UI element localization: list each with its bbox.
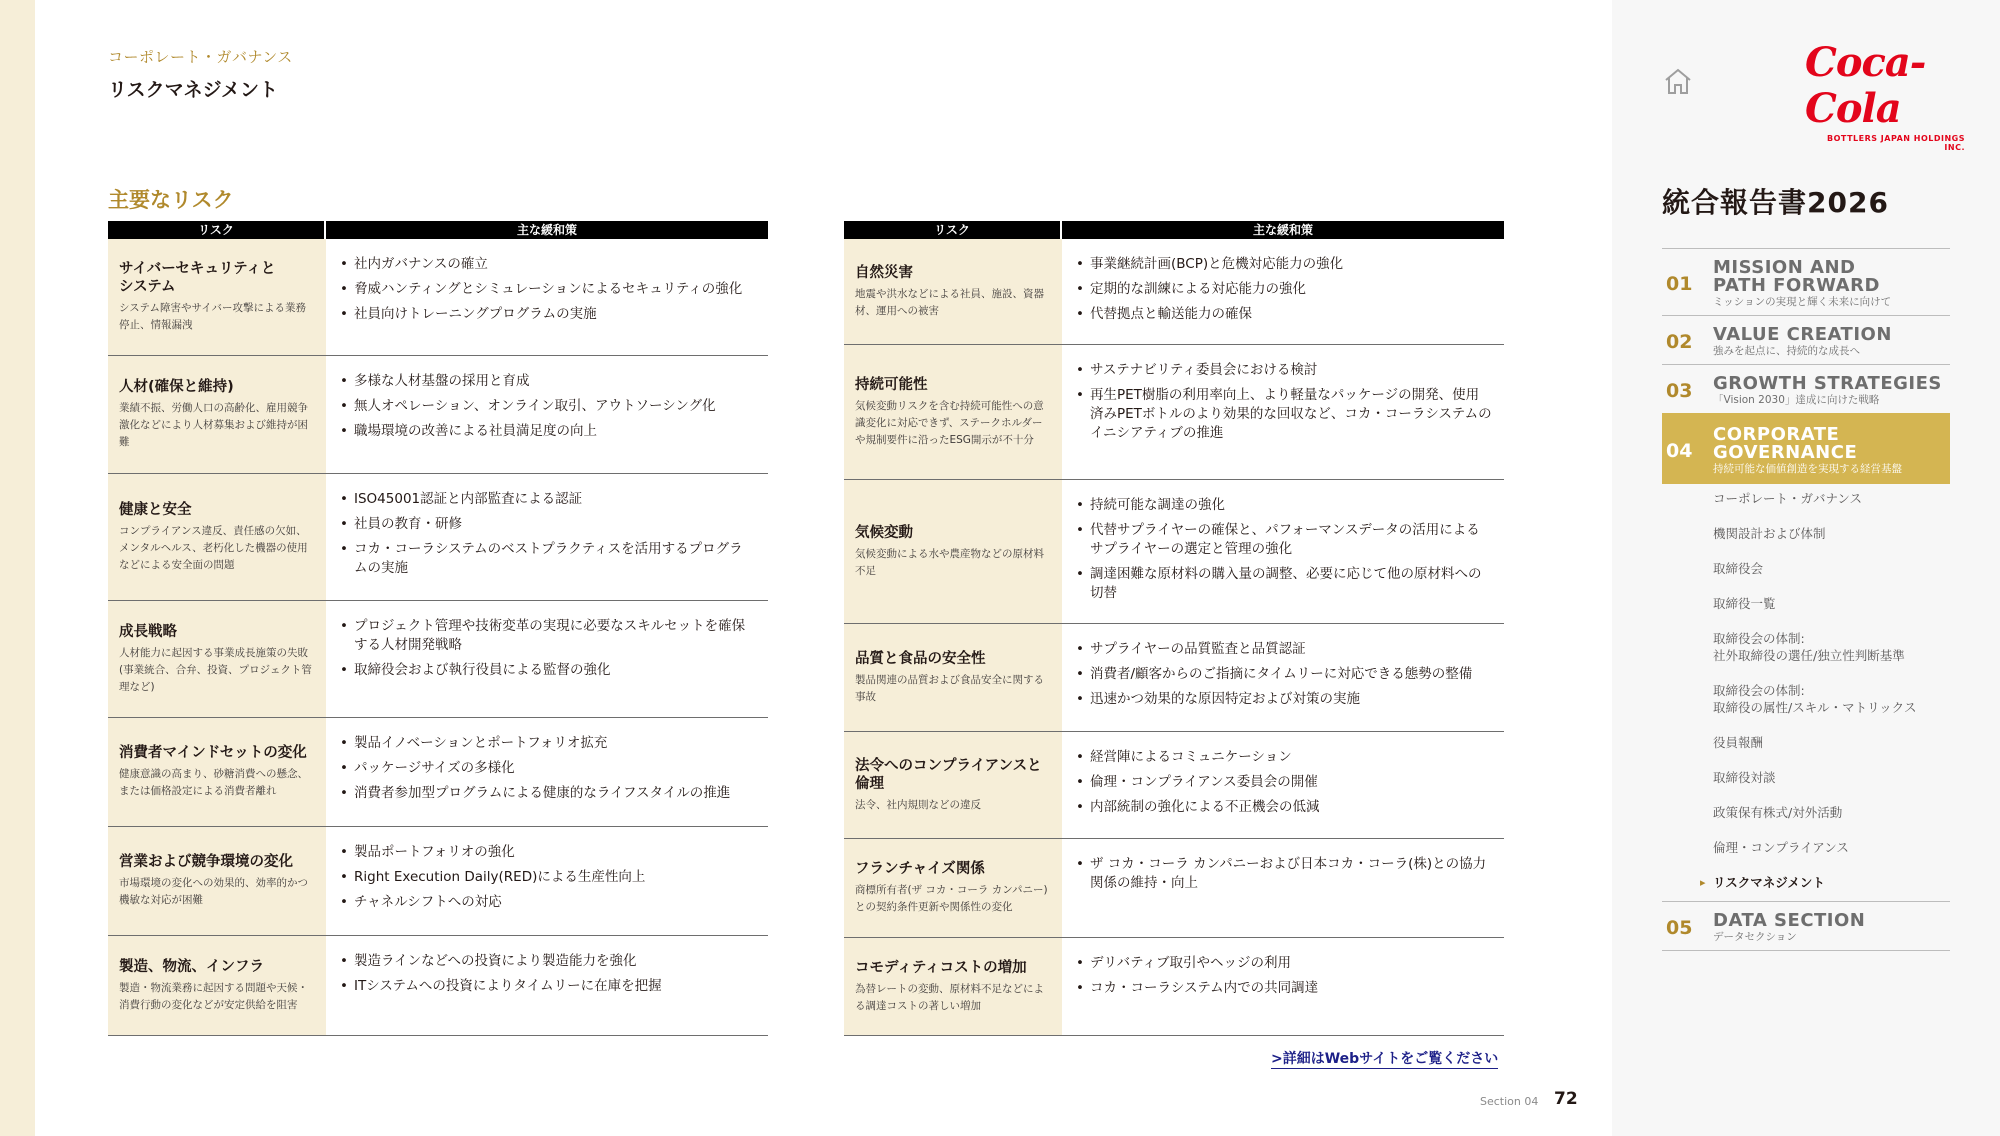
nav-title: GROWTH STRATEGIES xyxy=(1713,373,1942,394)
measure-list xyxy=(340,372,756,441)
nav-title: MISSION AND PATH FORWARD xyxy=(1713,257,1880,296)
table-header xyxy=(108,221,768,239)
measure-item: • コカ・コーラシステムのベストプラクティスを活用するプログラムの実施 xyxy=(340,540,756,578)
risk-name: サイバーセキュリティと システム xyxy=(119,261,276,295)
risk-table-left xyxy=(108,221,768,1036)
table-row xyxy=(108,474,768,601)
measure-item: • 再生PET樹脂の利用率向上、より軽量なパッケージの開発、使用済みPETボトルのより効果的な回収など、コカ・コーラシステムのイニシアティブの推進 xyxy=(1076,386,1492,443)
nav-number: 02 xyxy=(1666,331,1693,353)
measure-list xyxy=(340,843,756,912)
measure-item: • パッケージサイズの多様化 xyxy=(340,759,756,778)
nav-subtitle: 「Vision 2030」達成に向けた戦略 xyxy=(1713,394,1880,406)
nav-subtitle: ミッションの実現と輝く未来に向けて xyxy=(1713,296,1892,308)
report-title: 統合報告書2026 xyxy=(1662,186,1889,219)
table-row xyxy=(844,938,1504,1036)
measure-item: • チャネルシフトへの対応 xyxy=(340,893,756,912)
subnav xyxy=(1662,484,1950,901)
website-link[interactable]: >詳細はWebサイトをご覧ください xyxy=(1271,1051,1499,1067)
risk-desc: 気候変動リスクを含む持続可能性への意識変化に対応できず、ステークホルダーや規制要件に沿ったESG開示が不十分 xyxy=(855,399,1044,446)
table-row xyxy=(844,624,1504,732)
section-label: コーポレート・ガバナンス xyxy=(108,48,293,66)
table-row xyxy=(844,345,1504,480)
risk-name: 営業および競争環境の変化 xyxy=(119,854,293,870)
measure-item: • 代替サプライヤーの確保と、パフォーマンスデータの活用によるサプライヤーの選定と管理の強化 xyxy=(1076,521,1492,559)
risk-name: 成長戦略 xyxy=(119,623,177,640)
risk-desc: 人材能力に起因する事業成長施策の失敗(事業統合、合弁、投資、プロジェクト管理など) xyxy=(119,646,312,693)
measure-list xyxy=(1076,855,1492,893)
section-nav xyxy=(1662,248,1950,951)
table-row xyxy=(844,480,1504,624)
measure-item: • 事業継続計画(BCP)と危機対応能力の強化 xyxy=(1076,255,1492,274)
measure-item: • 多様な人材基盤の採用と育成 xyxy=(340,372,756,391)
measure-item: • 消費者参加型プログラムによる健康的なライフスタイルの推進 xyxy=(340,784,756,803)
risk-desc: 地震や洪水などによる社員、施設、資器材、運用への被害 xyxy=(855,287,1044,317)
measure-list xyxy=(1076,255,1492,324)
risk-table-right xyxy=(844,221,1504,1036)
table-row xyxy=(108,718,768,827)
measure-item: • ザ コカ・コーラ カンパニーおよび日本コカ・コーラ(株)との協力関係の維持・向上 xyxy=(1076,855,1492,893)
nav-subtitle: 持続可能な価値創造を実現する経営基盤 xyxy=(1713,463,1902,475)
nav-subtitle: 強みを起点に、持続的な成長へ xyxy=(1713,345,1860,357)
nav-section-04[interactable] xyxy=(1662,413,1950,484)
measure-list xyxy=(340,734,756,803)
nav-number: 05 xyxy=(1666,917,1693,939)
nav-subtitle: データセクション xyxy=(1713,931,1797,943)
nav-title: CORPORATE GOVERNANCE xyxy=(1713,424,1858,463)
home-icon[interactable] xyxy=(1663,67,1693,95)
measure-item: • コカ・コーラシステム内での共同調達 xyxy=(1076,979,1492,998)
measure-item: • 無人オペレーション、オンライン取引、アウトソーシング化 xyxy=(340,397,756,416)
risk-name: 自然災害 xyxy=(855,264,913,281)
measure-item: • 代替拠点と輸送能力の確保 xyxy=(1076,305,1492,324)
measure-item: • 倫理・コンプライアンス委員会の開催 xyxy=(1076,773,1492,792)
measure-item: • 消費者/顧客からのご指摘にタイムリーに対応できる態勢の整備 xyxy=(1076,665,1492,684)
measure-list xyxy=(340,952,756,996)
measure-item: • Right Execution Daily(RED)による生産性向上 xyxy=(340,868,756,887)
risk-name: 消費者マインドセットの変化 xyxy=(119,745,307,761)
page-title: リスクマネジメント xyxy=(108,79,279,101)
nav-section-02[interactable] xyxy=(1662,315,1950,364)
measure-item: • 製品ポートフォリオの強化 xyxy=(340,843,756,862)
measure-item: • 迅速かつ効果的な原因特定および対策の実施 xyxy=(1076,690,1492,709)
measure-item: • 脅威ハンティングとシミュレーションによるセキュリティの強化 xyxy=(340,280,756,299)
subnav-item[interactable]: 機関設計および体制 xyxy=(1713,526,1826,541)
risk-name: 品質と食品の安全性 xyxy=(855,650,986,667)
measure-list xyxy=(340,255,756,324)
nav-title: VALUE CREATION xyxy=(1713,324,1892,345)
measure-list xyxy=(340,617,756,680)
risk-name: 気候変動 xyxy=(855,524,913,541)
risk-desc: 法令、社内規則などの違反 xyxy=(855,798,981,811)
subnav-item[interactable]: 役員報酬 xyxy=(1713,735,1764,750)
subnav-item[interactable]: 取締役対談 xyxy=(1713,770,1776,785)
risk-desc: 気候変動による水や農産物などの原材料不足 xyxy=(855,547,1044,577)
measure-item: • ISO45001認証と内部監査による認証 xyxy=(340,490,756,509)
measure-item: • サステナビリティ委員会における検討 xyxy=(1076,361,1492,380)
page-number: 72 xyxy=(1554,1089,1578,1109)
measure-item: • 持続可能な調達の強化 xyxy=(1076,496,1492,515)
subnav-item[interactable]: 取締役一覧 xyxy=(1713,596,1776,611)
measure-list xyxy=(1076,954,1492,998)
risk-name: 法令へのコンプライアンスと 倫理 xyxy=(855,757,1042,792)
table-row xyxy=(844,839,1504,938)
table-row xyxy=(108,356,768,474)
risk-name: 製造、物流、インフラ xyxy=(119,958,264,975)
nav-number: 04 xyxy=(1666,440,1693,462)
measure-item: • 内部統制の強化による不正機会の低減 xyxy=(1076,798,1492,817)
risk-name: フランチャイズ関係 xyxy=(855,861,985,877)
column-header-risk: リスク xyxy=(844,221,1062,239)
risk-name: 人材(確保と維持) xyxy=(119,379,234,395)
risk-desc: 製造・物流業務に起因する問題や天候・消費行動の変化などが安定供給を阻害 xyxy=(119,981,308,1011)
measure-item: • デリバティブ取引やヘッジの利用 xyxy=(1076,954,1492,973)
table-row xyxy=(108,601,768,718)
measure-list xyxy=(1076,361,1492,443)
column-header-measures: 主な緩和策 xyxy=(1252,223,1313,237)
subnav-item[interactable]: コーポレート・ガバナンス xyxy=(1713,491,1863,506)
subnav-item[interactable]: 取締役会 xyxy=(1713,561,1764,576)
column-header-measures: 主な緩和策 xyxy=(516,223,577,237)
risk-desc: 商標所有者(ザ コカ・コーラ カンパニー)との契約条件更新や関係性の変化 xyxy=(855,884,1048,913)
measure-item: • 社員向けトレーニングプログラムの実施 xyxy=(340,305,756,324)
measure-list xyxy=(1076,640,1492,709)
risk-desc: 為替レートの変動、原材料不足などによる調達コストの著しい増加 xyxy=(855,982,1044,1012)
measure-item: • 製造ラインなどへの投資により製造能力を強化 xyxy=(340,952,756,971)
table-row xyxy=(108,827,768,936)
table-row xyxy=(108,239,768,356)
risk-name: 持続可能性 xyxy=(855,376,928,393)
risk-name: 健康と安全 xyxy=(119,501,192,518)
risk-heading: 主要なリスク xyxy=(108,188,234,212)
measure-item: • ITシステムへの投資によりタイムリーに在庫を把握 xyxy=(340,977,756,996)
measure-item: • 調達困難な原材料の購入量の調整、必要に応じて他の原材料への切替 xyxy=(1076,565,1492,603)
table-header xyxy=(844,221,1504,239)
subnav-item-current[interactable]: ▸ リスクマネジメント xyxy=(1713,874,1950,891)
nav-section-05[interactable] xyxy=(1662,901,1950,951)
nav-number: 03 xyxy=(1666,380,1693,402)
subnav-item[interactable]: 取締役会の体制: 社外取締役の選任/独立性判断基準 xyxy=(1713,631,1905,663)
risk-desc: 業績不振、労働人口の高齢化、雇用競争激化などにより人材募集および維持が困難 xyxy=(119,402,308,448)
risk-name: コモディティコストの増加 xyxy=(855,959,1027,976)
measure-list xyxy=(340,490,756,578)
table-row xyxy=(844,732,1504,839)
measure-item: • 職場環境の改善による社員満足度の向上 xyxy=(340,422,756,441)
measure-item: • 定期的な訓練による対応能力の強化 xyxy=(1076,280,1492,299)
risk-desc: 市場環境の変化への効果的、効率的かつ機敏な対応が困難 xyxy=(119,877,308,906)
measure-item: • 製品イノベーションとポートフォリオ拡充 xyxy=(340,734,756,753)
left-decor-strip xyxy=(0,0,35,1136)
nav-section-03[interactable] xyxy=(1662,364,1950,413)
subnav-item[interactable]: 取締役会の体制: 取締役の属性/スキル・マトリックス xyxy=(1713,683,1917,715)
logo-subtitle: BOTTLERS JAPAN HOLDINGS INC. xyxy=(1827,134,1965,152)
measure-item: • プロジェクト管理や技術変革の実現に必要なスキルセットを確保する人材開発戦略 xyxy=(340,617,756,655)
measure-item: • 経営陣によるコミュニケーション xyxy=(1076,748,1492,767)
measure-item: • 社内ガバナンスの確立 xyxy=(340,255,756,274)
nav-title: DATA SECTION xyxy=(1713,910,1866,931)
logo-wordmark: Coca-Cola xyxy=(1805,39,1926,132)
table-row xyxy=(844,239,1504,345)
risk-desc: 製品関連の品質および食品安全に関する事故 xyxy=(855,673,1044,703)
nav-number: 01 xyxy=(1666,273,1693,295)
measure-item: • 社員の教育・研修 xyxy=(340,515,756,534)
company-logo[interactable] xyxy=(1805,39,1965,152)
risk-desc: 健康意識の高まり、砂糖消費への懸念、または価格設定による消費者離れ xyxy=(119,768,308,797)
measure-list xyxy=(1076,748,1492,817)
measure-list xyxy=(1076,496,1492,603)
risk-desc: システム障害やサイバー攻撃による業務停止、情報漏洩 xyxy=(119,302,307,331)
measure-item: • サプライヤーの品質監査と品質認証 xyxy=(1076,640,1492,659)
footer-section-label: Section 04 xyxy=(1480,1095,1539,1108)
nav-section-01[interactable] xyxy=(1662,248,1950,315)
column-header-risk: リスク xyxy=(108,221,326,239)
subnav-item[interactable]: 倫理・コンプライアンス xyxy=(1713,840,1849,855)
subnav-item[interactable]: 政策保有株式/対外活動 xyxy=(1713,805,1843,820)
risk-desc: コンプライアンス違反、責任感の欠如、メンタルヘルス、老朽化した機器の使用などによる安全面の問題 xyxy=(119,524,308,571)
measure-item: • 取締役会および執行役員による監督の強化 xyxy=(340,661,756,680)
table-row xyxy=(108,936,768,1036)
